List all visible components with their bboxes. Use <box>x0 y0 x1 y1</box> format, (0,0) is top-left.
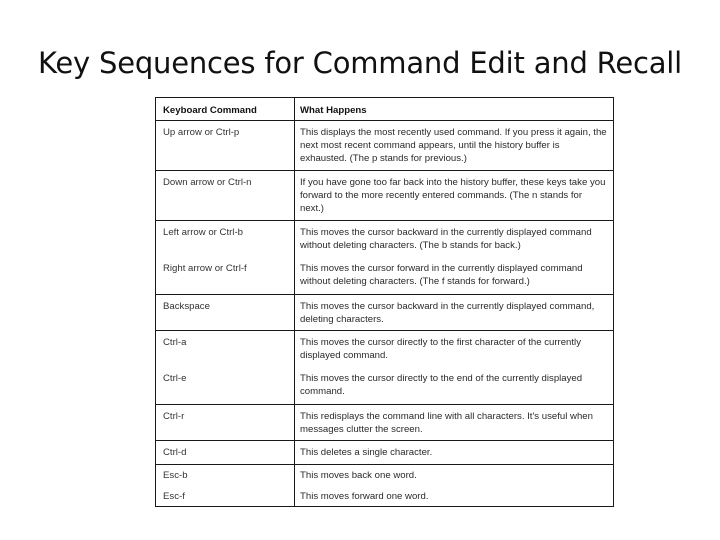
row-description: This deletes a single character. <box>300 447 433 458</box>
row-command: Esc-b <box>163 470 188 481</box>
table-row <box>156 441 613 465</box>
row-description: This moves the cursor directly to the first character of the currently displayed command. <box>300 337 581 361</box>
key-sequence-table <box>155 97 614 507</box>
row-description: This redisplays the command line with all characters. It's useful when messages clutter the screen. <box>300 411 593 435</box>
row-description: This moves back one word. <box>300 470 417 481</box>
table-row <box>156 465 613 508</box>
table-row <box>156 405 613 441</box>
row-command: Down arrow or Ctrl-n <box>163 177 252 188</box>
row-description: This displays the most recently used command. If you press it again, the next most recent command appears, until the history buffer is exhausted. (The p stands for previous.) <box>300 127 607 164</box>
row-description: This moves the cursor backward in the currently displayed command without deleting characters. (The b stands for back.) <box>300 227 592 251</box>
table-row <box>156 121 613 171</box>
row-description: If you have gone too far back into the history buffer, these keys take you forward to the more recently entered commands. (The n stands for next.) <box>300 177 606 214</box>
row-description: This moves the cursor forward in the currently displayed command without deleting characters. (The f stands for forward.) <box>300 263 583 287</box>
row-description: This moves forward one word. <box>300 491 429 502</box>
row-description: This moves the cursor backward in the currently displayed command, deleting characters. <box>300 301 595 325</box>
slide-title: Key Sequences for Command Edit and Recall <box>37 46 682 80</box>
row-command: Ctrl-e <box>163 373 187 384</box>
table-row <box>156 331 613 405</box>
header-what-happens: What Happens <box>300 105 367 116</box>
row-command: Ctrl-r <box>163 411 185 422</box>
table-row <box>156 295 613 331</box>
row-command: Up arrow or Ctrl-p <box>163 127 240 138</box>
row-command: Left arrow or Ctrl-b <box>163 227 243 238</box>
row-command: Backspace <box>163 301 210 312</box>
header-keyboard-command: Keyboard Command <box>163 105 257 116</box>
table-row <box>156 171 613 221</box>
table-row <box>156 221 613 295</box>
row-command: Ctrl-d <box>163 447 187 458</box>
row-command: Ctrl-a <box>163 337 187 348</box>
row-command: Esc-f <box>163 491 185 502</box>
row-description: This moves the cursor directly to the end of the currently displayed command. <box>300 373 583 397</box>
row-command: Right arrow or Ctrl-f <box>163 263 247 274</box>
table-header-row <box>156 98 613 121</box>
